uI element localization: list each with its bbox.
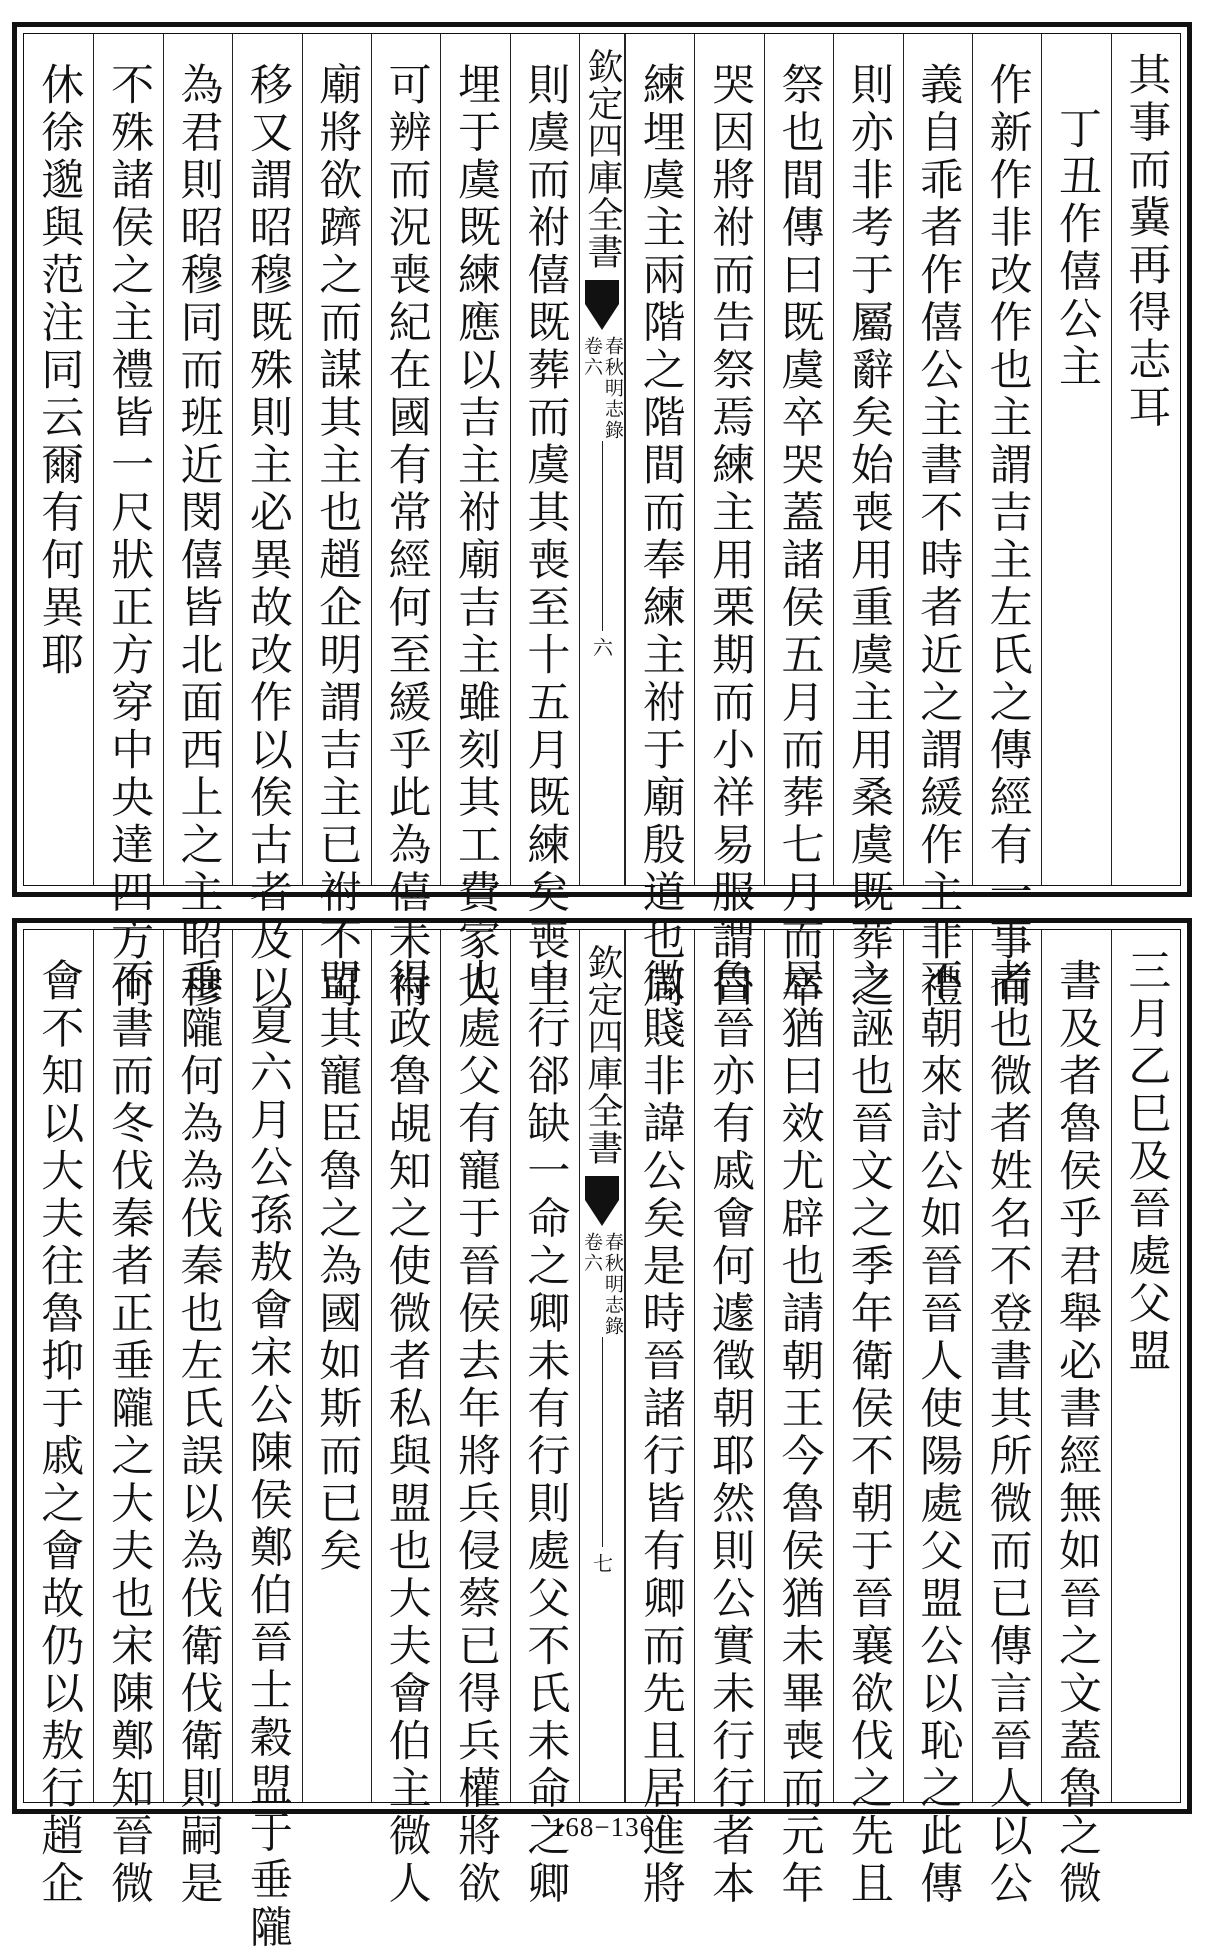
left-text-column [510, 930, 579, 1908]
volume-number: 卷六 [581, 336, 603, 378]
column-text: 會不知以大夫往魯抑于戚之會故仍以敖行趙企 [34, 958, 85, 1908]
column-text: 移又謂昭穆既殊則主必異故改作以俟古者及以 [242, 62, 293, 1012]
column-text: 祭也間傳曰既虞卒哭蓋諸侯五月而葬七月而卒 [774, 62, 825, 1012]
column-text: 不殊諸侯之主禮皆一尺狀正方穿中央達四方何 [104, 62, 155, 1012]
book-title: 春秋明志錄 [602, 336, 624, 441]
column-text: 得政魯覘知之使微者私與盟也大夫會伯主微人 [381, 958, 432, 1908]
top-page-panel [12, 22, 1192, 1012]
left-text-column [24, 34, 93, 885]
column-text: 埋于虞既練應以吉主祔廟吉主雖刻其工費家人 [450, 62, 501, 1012]
right-text-column [903, 34, 972, 1012]
column-text: 休徐邈與范注同云爾有何異耶 [34, 62, 85, 680]
top-page-text-area [23, 33, 1181, 1012]
column-text: 義自乖者作僖公主書不時者近之謂緩作主非禮 [913, 62, 964, 1012]
column-text: 者也微者姓名不登書其所微而已傳言晉人以公 [982, 958, 1033, 1908]
column-text: 其事而冀再得志耳 [1121, 52, 1172, 432]
column-text: 哭因將祔而告祭焉練主用栗期而小祥易服謂曰 [705, 62, 756, 1012]
right-text-column [972, 930, 1041, 1908]
leaf-number: 六 [589, 637, 614, 657]
column-text: 也處父有寵于晉侯去年將兵侵蔡已得兵權將欲 [450, 958, 501, 1908]
left-text-column [302, 34, 371, 1012]
right-text-column [972, 34, 1041, 1012]
right-text-column [694, 34, 763, 1012]
column-text: 丁丑作僖公主 [1051, 106, 1102, 391]
column-text: 微賤非諱公矣是時晉諸行皆有卿而先且居進將 [635, 958, 686, 1908]
book-title: 春秋明志錄 [602, 1232, 624, 1337]
right-text-column [903, 930, 972, 1908]
center-fold-strip [579, 930, 625, 1802]
column-text: 廟將欲躋之而謀其主也趙企明謂吉主已祔不可 [312, 62, 363, 1012]
column-text: 練埋虞主兩階之階間而奉練主祔于廟殷道也周 [635, 62, 686, 1012]
column-text: 魯晉亦有戚會何遽徵朝耶然則公實未行行者本 [705, 958, 756, 1908]
column-text: 居猶曰效尤辟也請朝王今魯侯猶未畢喪而元年 [774, 958, 825, 1908]
center-rule [602, 1337, 603, 1547]
center-rule [602, 441, 603, 631]
column-text: 書及者魯侯乎君舉必書經無如晉之文蓋魯之微 [1051, 958, 1102, 1908]
left-text-column [93, 34, 162, 1012]
book-title-block [582, 1232, 622, 1337]
volume-number: 卷六 [581, 1232, 603, 1274]
left-text-column [302, 930, 371, 1802]
right-text-column [1111, 34, 1180, 885]
left-text-column [163, 930, 232, 1908]
left-text-column [440, 34, 509, 1012]
right-text-column [764, 34, 833, 1012]
column-text: 不書而冬伐秦者正垂隴之大夫也宋陳鄭知晉微 [104, 958, 155, 1908]
column-text: 則亦非考于屬辭矣始喪用重虞主用桑虞既葬之 [843, 62, 894, 1012]
column-text: 作新作非改作也主謂吉主左氏之傳經有一事而 [982, 62, 1033, 1012]
column-text: 夏六月公孫敖會宋公陳侯鄭伯晉士穀盟于垂隴 [242, 1002, 293, 1952]
left-text-column [24, 930, 93, 1908]
column-text: 垂隴何為為伐秦也左氏誤以為伐衛伐衛則嗣是 [173, 958, 224, 1908]
column-text: 三月乙巳及晉處父盟 [1121, 948, 1172, 1376]
right-text-column [625, 34, 694, 1012]
center-fold-strip [579, 34, 625, 885]
page-number: 168−136 [550, 1812, 655, 1842]
right-text-column [1041, 930, 1110, 1908]
column-text: 為君則昭穆同而班近閔僖皆北面西上之主昭穆 [173, 62, 224, 1012]
collection-title: 欽定四庫全書 [582, 48, 623, 270]
column-text: 則虞而祔僖既葬而虞其喪至十五月既練矣喪主 [520, 62, 571, 1012]
right-text-column [833, 34, 902, 1012]
leaf-number: 七 [589, 1553, 614, 1573]
right-text-column [1111, 930, 1180, 1802]
left-text-column [440, 930, 509, 1908]
fish-tail-mark-icon [585, 280, 619, 332]
fish-tail-mark-icon [585, 1176, 619, 1228]
left-text-column [510, 34, 579, 1012]
right-text-column [625, 930, 694, 1908]
column-text: 不朝來討公如晉晉人使陽處父盟公以恥之此傳 [913, 958, 964, 1908]
book-title-block [582, 336, 622, 441]
right-text-column [1041, 34, 1110, 885]
left-text-column [93, 930, 162, 1908]
left-text-column [163, 34, 232, 1012]
column-text: 中行郤缺一命之卿未有行則處父不氏未命之卿 [520, 958, 571, 1908]
right-text-column [764, 930, 833, 1908]
left-text-column [371, 34, 440, 1012]
right-text-column [833, 930, 902, 1908]
left-text-column [232, 930, 301, 1952]
collection-title: 欽定四庫全書 [582, 944, 623, 1166]
right-text-column [694, 930, 763, 1908]
left-text-column [232, 34, 301, 1012]
column-text: 之誣也晉文之季年衛侯不朝于晉襄欲伐之先且 [843, 958, 894, 1908]
left-text-column [371, 930, 440, 1908]
column-text: 可辨而況喪紀在國有常經何至緩乎此為僖未祔 [381, 62, 432, 1012]
column-text: 盟其寵臣魯之為國如斯而已矣 [312, 958, 363, 1576]
